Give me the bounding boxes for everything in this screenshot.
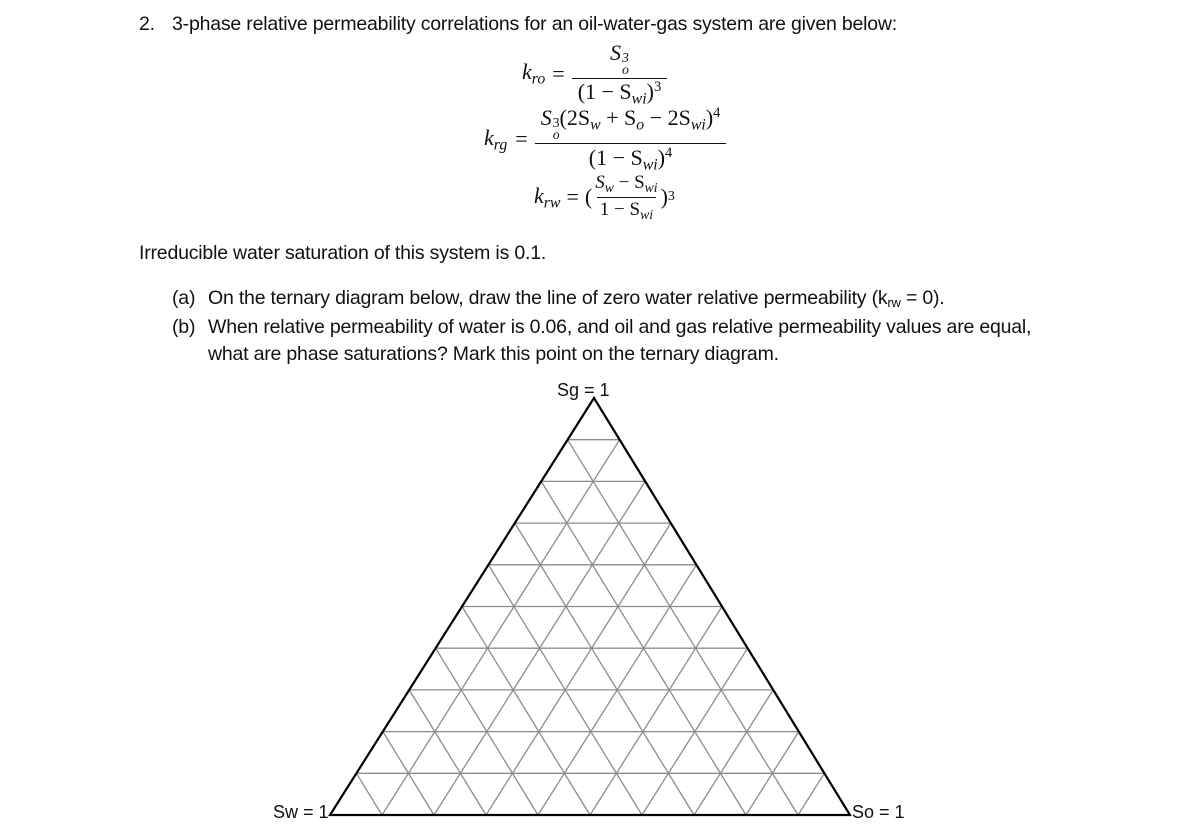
ternary-left-label: Sw = 1 — [273, 802, 329, 822]
krw-open-paren: ( — [584, 184, 593, 210]
grid-line-so — [694, 690, 773, 815]
part-b-label: (b) — [172, 316, 196, 338]
krg-equals: = — [515, 126, 528, 152]
problem-intro: 3-phase relative permeability correlations for an oil-water-gas system are given below: — [172, 13, 898, 35]
grid-line-so — [590, 607, 722, 816]
part-a-text: On the ternary diagram below, draw the line of zero water relative permeability (krw = 0). — [208, 287, 945, 310]
krw-equals: = — [566, 184, 579, 210]
krw-fraction: $\frac{S_w - S_{wi}}{1 - S_{wi}}$ — [595, 172, 658, 222]
part-a-label: (a) — [172, 287, 196, 309]
part-b-line2: what are phase saturations? Mark this point on the ternary diagram. — [208, 343, 779, 365]
krg-lhs: $k_{rg}$ — [484, 124, 508, 154]
grid-line-sw — [409, 690, 486, 815]
grid-line-sw — [515, 523, 694, 815]
ternary-top-label: Sg = 1 — [557, 380, 610, 400]
equation-krw: $k_{rw}$ = ( $\frac{S_w - S_{wi}}{1 - S_{wi}}$ ) 3 — [534, 172, 675, 222]
kro-fraction: S 3 o $(1 - S_{wi})^3$ — [572, 40, 668, 108]
irreducible-statement: Irreducible water saturation of this system is 0.1. — [139, 242, 547, 264]
grid-line-sw — [356, 773, 382, 815]
kro-equals: = — [552, 60, 565, 86]
ternary-grid — [356, 440, 824, 815]
krw-lhs: $k_{rw}$ — [534, 182, 561, 212]
kro-lhs: $k_{ro}$ — [522, 59, 546, 88]
krw-close-paren: ) — [660, 184, 668, 210]
krg-fraction: S 3 o $(2S_w + S_o - 2S_{wi})^4$ $(1 - S_{wi})^4$ — [538, 105, 724, 174]
grid-line-sw — [568, 440, 798, 815]
grid-line-so — [382, 440, 620, 815]
part-b-line1: When relative permeability of water is 0.06, and oil and gas relative permeability values are equal, — [208, 316, 1032, 338]
problem-number: 2. — [139, 13, 155, 35]
grid-line-so — [486, 523, 671, 815]
ternary-right-label: So = 1 — [852, 802, 905, 822]
grid-line-sw — [462, 607, 590, 816]
grid-line-so — [798, 773, 824, 815]
